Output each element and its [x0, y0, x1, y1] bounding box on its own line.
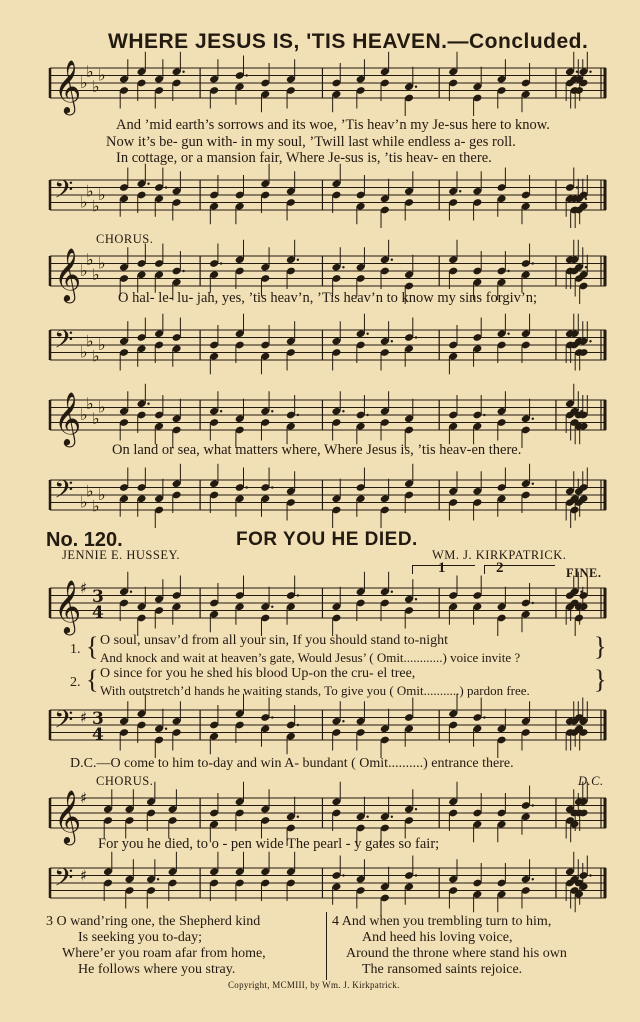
dot	[246, 486, 248, 488]
sharp-sign-icon: ♯	[80, 866, 88, 885]
time-signature-bottom: 4	[92, 603, 104, 623]
flat-sign-icon: ♭	[98, 335, 106, 354]
sharp-sign-icon: ♯	[80, 708, 88, 727]
verse-1-right-brace: }	[594, 632, 607, 661]
staff-treble-4	[50, 578, 606, 638]
flat-sign-icon: ♭	[86, 331, 94, 351]
staff-treble-3	[50, 390, 606, 450]
dot	[147, 403, 149, 405]
flat-sign-icon: ♭	[98, 253, 106, 273]
dot	[342, 410, 344, 412]
verse-lyric-line-1: And ’mid earth’s sorrows and its woe, ’Tis heav’n my Je-sus here to know.	[116, 117, 550, 133]
verse-number-2: 2.	[70, 675, 81, 690]
stanza-3-line-1: 3 O wand’ring one, the Shepherd kind	[46, 914, 261, 929]
dot	[130, 591, 132, 593]
dot	[165, 728, 167, 730]
dot	[297, 816, 299, 818]
dot	[147, 183, 149, 185]
dot	[415, 336, 417, 338]
verse-2-line-1: O since for you he shed his blood Up-on the cru- el tree,	[100, 666, 416, 681]
dot	[342, 874, 344, 876]
dc-lyric-line: D.C.—O come to him to-day and win A- bundant ( Omit..........) entrance there.	[70, 756, 514, 771]
flat-sign-icon: ♭	[86, 481, 94, 501]
dot	[459, 190, 461, 192]
dot	[220, 262, 222, 264]
dot	[297, 594, 299, 596]
second-ending-bracket	[484, 565, 555, 574]
sharp-sign-icon: ♯	[80, 579, 88, 597]
flat-sign-icon: ♭	[92, 408, 100, 428]
flat-sign-icon: ♭	[80, 261, 88, 280]
treble-clef-icon: 𝄞	[54, 59, 82, 113]
stanza-3-line-3: Where’er you roam afar from home,	[62, 946, 266, 961]
staff-lines	[50, 170, 606, 230]
flat-sign-icon: ♭	[86, 61, 94, 81]
flat-sign-icon: ♭	[92, 264, 100, 284]
dot	[483, 414, 485, 416]
verse-lyric-line-2: Now it’s be- gun with- in my soul, ’Twill last while endless a- ges roll.	[106, 134, 516, 150]
staff-lines	[50, 470, 606, 530]
dot	[391, 591, 393, 593]
flat-sign-icon: ♭	[80, 73, 88, 92]
dot	[182, 270, 184, 272]
verse-2-right-brace: }	[594, 665, 607, 694]
chorus-lyric-line-3: For you he died, to o - pen wide The pearl - y gates so fair;	[98, 836, 440, 852]
flat-sign-icon: ♭	[92, 196, 100, 216]
dot	[589, 874, 591, 876]
dot	[297, 724, 299, 726]
dot	[532, 602, 534, 604]
verse-1-line-2: And knock and wait at heaven’s gate, Would Jesus’ ( Omit............) voice invite ?	[100, 650, 521, 665]
staff-bass-4	[50, 700, 606, 760]
verse-number-1: 1.	[70, 642, 81, 657]
dot	[391, 259, 393, 261]
dot	[415, 808, 417, 810]
dot	[589, 340, 591, 342]
chorus-lyric-line-1: O hal- le- lu- jah, yes, ’tis heav’n, ’Tis heav’n to know my sins forgiv’n;	[118, 290, 537, 306]
flat-sign-icon: ♭	[92, 496, 100, 516]
chorus-label-2: CHORUS.	[96, 774, 154, 788]
hymn-number: No. 120.	[46, 529, 123, 551]
staff-lines	[50, 578, 606, 638]
sharp-sign-icon: ♯	[80, 789, 88, 807]
flat-sign-icon: ♭	[98, 397, 106, 417]
dot	[220, 410, 222, 412]
staff-lines	[50, 700, 606, 760]
staff-bass-5	[50, 858, 606, 908]
dot	[532, 483, 534, 485]
verse-lyric-line-3: In cottage, or a mansion fair, Where Je-sus is, ’tis heav- en there.	[116, 150, 492, 166]
dot	[415, 598, 417, 600]
dot	[366, 816, 368, 818]
dot	[532, 804, 534, 806]
verse-1-left-brace: {	[86, 632, 99, 661]
fine-mark: FINE.	[566, 566, 602, 580]
dot	[483, 716, 485, 718]
dot	[532, 418, 534, 420]
staff-bass-1	[50, 170, 606, 230]
flat-sign-icon: ♭	[92, 346, 100, 366]
flat-sign-icon: ♭	[80, 342, 88, 362]
bass-clef-icon: 𝄢	[54, 325, 74, 361]
dot	[271, 716, 273, 718]
time-signature-bottom: 4	[92, 725, 104, 745]
dc-mark: D.C.	[578, 774, 604, 788]
staff-treble-1	[50, 58, 606, 118]
second-ending-number: 2	[496, 560, 504, 576]
flat-sign-icon: ♭	[98, 185, 106, 204]
dot	[157, 878, 159, 880]
stanza-4-line-4: The ransomed saints rejoice.	[362, 962, 523, 977]
dot	[507, 270, 509, 272]
chorus-label: CHORUS.	[96, 232, 154, 246]
dot	[415, 86, 417, 88]
dot	[366, 414, 368, 416]
staff-bass-2	[50, 320, 606, 380]
chorus-lyric-line-2: On land or sea, what matters where, Where Jesus is, ’tis heav-en there.	[112, 442, 522, 458]
staff-lines	[50, 858, 606, 908]
dot	[342, 266, 344, 268]
dot	[182, 71, 184, 73]
page-title: WHERE JESUS IS, 'TIS HEAVEN.—Concluded.	[108, 30, 589, 53]
stanza-divider	[326, 912, 327, 980]
dot	[246, 74, 248, 76]
dot	[165, 186, 167, 188]
flat-sign-icon: ♭	[86, 181, 94, 201]
copyright-notice: Copyright, MCMIII, by Wm. J. Kirkpatrick.	[228, 980, 400, 990]
dot	[589, 71, 591, 73]
dot	[297, 259, 299, 261]
first-ending-number: 1	[438, 560, 446, 576]
staff-lines	[50, 390, 606, 450]
flat-sign-icon: ♭	[86, 393, 94, 413]
hymn-author: JENNIE E. HUSSEY.	[62, 548, 180, 562]
dot	[532, 878, 534, 880]
stanza-4-line-1: 4 And when you trembling turn to him,	[332, 914, 552, 929]
dot	[366, 333, 368, 335]
dot	[415, 874, 417, 876]
flat-sign-icon: ♭	[98, 485, 106, 504]
hymn-composer: WM. J. KIRKPATRICK.	[432, 548, 567, 562]
flat-sign-icon: ♭	[80, 192, 88, 212]
stanza-4-line-3: Around the throne where stand his own	[346, 946, 567, 961]
verse-1-line-1: O soul, unsav’d from all your sin, If you should stand to-night	[100, 633, 449, 648]
time-signature-top: 3	[92, 709, 104, 729]
dot	[271, 486, 273, 488]
dot	[271, 606, 273, 608]
treble-clef-icon: 𝄞	[54, 391, 82, 445]
stanza-3-line-2: Is seeking you to-day;	[78, 930, 203, 945]
verse-2-line-2: With outstretch’d hands he waiting stands, To give you ( Omit...........) pardon free.	[100, 683, 530, 698]
flat-sign-icon: ♭	[92, 76, 100, 96]
bass-clef-icon: 𝄢	[54, 175, 74, 211]
dot	[585, 198, 587, 200]
flat-sign-icon: ♭	[86, 249, 94, 269]
bass-clef-icon: 𝄢	[54, 475, 74, 511]
dot	[507, 333, 509, 335]
staff-lines	[50, 58, 606, 118]
dot	[391, 340, 393, 342]
verse-2-left-brace: {	[86, 665, 99, 694]
flat-sign-icon: ♭	[80, 492, 88, 512]
treble-clef-icon: 𝄞	[54, 789, 82, 843]
flat-sign-icon: ♭	[98, 65, 106, 85]
dot	[297, 414, 299, 416]
treble-clef-icon: 𝄞	[54, 247, 82, 301]
staff-lines	[50, 320, 606, 380]
dot	[391, 816, 393, 818]
flat-sign-icon: ♭	[80, 405, 88, 424]
treble-clef-icon: 𝄞	[54, 579, 82, 633]
hymn-title: FOR YOU HE DIED.	[236, 529, 418, 550]
bass-clef-icon: 𝄢	[54, 705, 74, 741]
staff-bass-3	[50, 470, 606, 530]
dot	[342, 720, 344, 722]
stanza-3-line-4: He follows where you stray.	[78, 962, 236, 977]
time-signature-top: 3	[92, 587, 104, 607]
bass-clef-icon: 𝄢	[54, 863, 74, 899]
dot	[532, 262, 534, 264]
dot	[271, 410, 273, 412]
stanza-4-line-2: And heed his loving voice,	[362, 930, 513, 945]
